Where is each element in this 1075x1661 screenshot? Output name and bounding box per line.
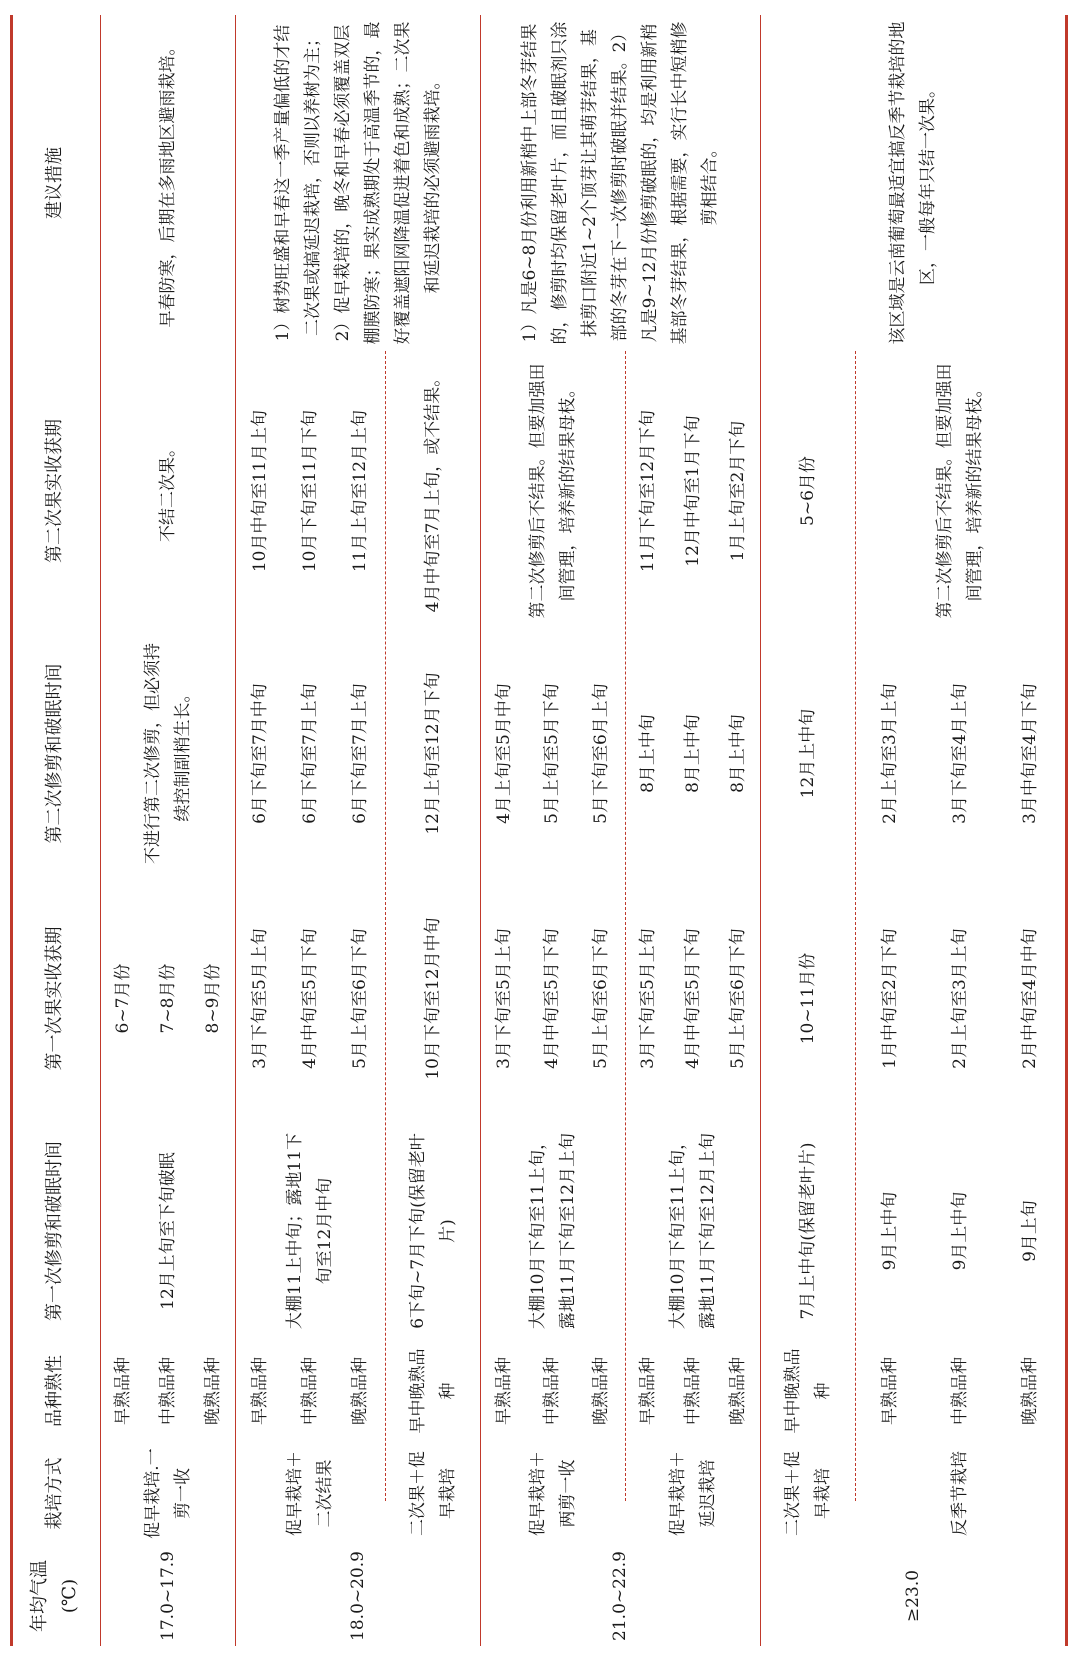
- second-harvest: 12月中旬至1月下旬: [682, 415, 703, 567]
- cultivation-method: 二次果＋促早栽培: [782, 1451, 833, 1536]
- second-harvest: 5~6月份: [797, 456, 818, 526]
- variety-list: [855, 1341, 1065, 1441]
- group-temp: 18.0~20.9: [347, 1551, 368, 1641]
- second-prune: 6月下旬至7月上旬: [350, 683, 370, 824]
- second-prune: 3月下旬至4月上旬: [950, 683, 970, 824]
- second-prune: 8月上中旬: [727, 714, 748, 793]
- first-harvest: 5月上旬至6月下旬: [727, 928, 748, 1069]
- first-prune-time: 7月上中旬(保留老叶片): [797, 1142, 818, 1320]
- first-prune-time: 大棚10月下旬至11上旬，露地11月下旬至12月上旬: [527, 1132, 578, 1330]
- variety: 早熟品种: [112, 1357, 133, 1425]
- second-harvest: 第二次修剪后不结果。但要加强田间管理，培养新的结果母枝。: [935, 363, 985, 619]
- header-advice: 建议措施: [44, 147, 65, 219]
- second-prune-time: 12月上旬至12月下旬: [422, 672, 443, 835]
- advice-text: 1）凡是6~8月份利用新梢中上部冬芽结果的，修剪时均保留老叶片，而且破眠剂只涂抹剪口附近1~2个顶芽让其萌芽结果，基部的冬芽在下一次修剪时破眠并结果。2）凡是9~12月份修剪破眠的，均是利用新梢基部冬芽结果，根据需要，实行长中短梢修剪相结合。: [520, 21, 720, 345]
- first-prune: 9月上中旬: [950, 1191, 970, 1271]
- second-harvest: 11月下旬至12月下旬: [637, 409, 658, 573]
- first-harvest: 5月上旬至6月下旬: [590, 928, 611, 1069]
- first-harvest: 1月中旬至2月下旬: [880, 928, 900, 1069]
- header-first-harvest: 第一次果实收获期: [44, 926, 65, 1071]
- advice-text: 该区域是云南葡萄最适宜搞反季节栽培的地区，一般每年只结一次果。: [887, 21, 938, 345]
- variety: 早中晚熟品种: [407, 1348, 458, 1434]
- second-prune: 4月上旬至5月中旬: [494, 683, 515, 824]
- first-harvest: 2月上旬至3月上旬: [950, 928, 970, 1069]
- group-temp: ≥23.0: [902, 1569, 923, 1623]
- variety: 晚熟品种: [202, 1357, 223, 1425]
- first-harvest: 5月上旬至6月下旬: [350, 928, 370, 1069]
- header-variety: 品种熟性: [44, 1355, 65, 1427]
- variety-list: [480, 1341, 625, 1441]
- advice-text: 早春防寒，后期在多雨地区避雨栽培。: [157, 38, 178, 328]
- first-prune-time: 大棚11上中旬；露地11下旬至12月中旬: [285, 1132, 335, 1330]
- first-harvest: 10~11月份: [797, 952, 818, 1045]
- first-harvest: 10月下旬至12月中旬: [422, 917, 443, 1080]
- first-harvest-list: [235, 876, 385, 1121]
- group-temp: 21.0~22.9: [610, 1551, 630, 1641]
- variety: 中熟品种: [682, 1357, 703, 1425]
- second-harvest-list: [235, 351, 385, 631]
- second-prune: 2月上旬至3月上旬: [880, 683, 900, 824]
- variety: 早熟品种: [494, 1357, 515, 1425]
- header-temp: 年均气温(℃): [29, 1560, 80, 1632]
- second-prune: 5月下旬至6月上旬: [590, 683, 611, 824]
- second-harvest: 4月中旬至7月上旬，或不结果。: [422, 369, 443, 613]
- variety: 晚熟品种: [1020, 1357, 1040, 1425]
- variety: 中熟品种: [950, 1357, 970, 1425]
- first-harvest: 2月中旬至4月中旬: [1020, 928, 1040, 1069]
- second-prune: 8月上中旬: [682, 714, 703, 793]
- cultivation-method: 二次果＋促早栽培: [407, 1451, 458, 1536]
- second-harvest: 1月上旬至2月下旬: [727, 420, 748, 562]
- first-harvest: 4月中旬至5月下旬: [300, 928, 320, 1069]
- cultivation-method: 促早栽培＋两剪一收: [527, 1451, 578, 1536]
- second-prune-list: [480, 631, 625, 876]
- second-harvest: 10月中旬至11月上旬: [250, 409, 270, 573]
- first-harvest: 3月下旬至5月上旬: [250, 928, 270, 1069]
- group-temp: 17.0~17.9: [157, 1551, 178, 1641]
- first-prune: 9月上中旬: [880, 1191, 900, 1271]
- cultivation-method: 反季节栽培: [950, 1451, 970, 1536]
- variety: 晚熟品种: [727, 1357, 748, 1425]
- first-harvest: 8~9月份: [202, 963, 223, 1034]
- first-harvest: 3月下旬至5月上旬: [637, 928, 658, 1069]
- variety: 中熟品种: [300, 1357, 320, 1425]
- first-prune-time: 12月上旬至下旬破眠: [157, 1152, 178, 1310]
- first-harvest: 4月中旬至5月下旬: [542, 928, 563, 1069]
- second-prune-list: [625, 631, 760, 876]
- first-harvest: 6~7月份: [112, 963, 133, 1034]
- second-prune-time: 12月上中旬: [797, 708, 818, 799]
- advice-text: 1）树势旺盛和早春这一季产量偏低的才结二次果或搞延迟栽培，否则以养树为主；2）促早栽培的，晚冬和早春必须覆盖双层棚膜防寒；果实成熟期处于高温季节的，最好覆盖遮阳网降温促进着色和成熟；二次果和延迟栽培的必须避雨栽培。: [272, 21, 443, 345]
- first-prune-list: [855, 1121, 1065, 1341]
- second-prune-list: [855, 631, 1065, 876]
- second-harvest: 10月下旬至11月下旬: [300, 409, 320, 573]
- second-prune-time: 不进行第二次修剪，但必须持续控制副梢生长。: [142, 643, 193, 864]
- second-prune: 5月上旬至5月下旬: [542, 683, 563, 824]
- first-harvest-list: [855, 876, 1065, 1121]
- header-second-harvest: 第二次果实收获期: [44, 419, 65, 563]
- variety: 中熟品种: [542, 1357, 563, 1425]
- first-harvest: 7~8月份: [157, 963, 178, 1034]
- first-harvest: 3月下旬至5月上旬: [494, 928, 515, 1069]
- cultivation-method: 促早栽培.一剪一收: [142, 1448, 193, 1539]
- variety-list: [625, 1341, 760, 1441]
- second-prune: 6月下旬至7月上旬: [300, 683, 320, 824]
- variety-list: [235, 1341, 385, 1441]
- table-bottom-rule: [1065, 15, 1068, 1646]
- first-prune-time: 6下旬~7月下旬(保留老叶片): [407, 1133, 458, 1329]
- header-method: 栽培方式: [44, 1457, 65, 1530]
- variety: 早中晚熟品种: [782, 1348, 833, 1434]
- variety: 早熟品种: [250, 1357, 270, 1425]
- second-prune: 6月下旬至7月中旬: [250, 683, 270, 824]
- variety-list: [100, 1341, 235, 1441]
- first-harvest-list: [100, 876, 235, 1121]
- second-prune: 8月上中旬: [637, 714, 658, 793]
- variety: 早熟品种: [880, 1357, 900, 1425]
- first-prune-time: 大棚10月下旬至11上旬，露地11月下旬至12月上旬: [667, 1132, 718, 1330]
- first-harvest-list: [625, 876, 760, 1121]
- second-prune-list: [235, 631, 385, 876]
- first-harvest-list: [480, 876, 625, 1121]
- header-second-prune: 第二次修剪和破眠时间: [44, 663, 65, 844]
- variety: 早熟品种: [637, 1357, 658, 1425]
- variety: 晚熟品种: [590, 1357, 611, 1425]
- first-prune: 9月上旬: [1020, 1200, 1040, 1262]
- second-harvest: 不结二次果。: [157, 440, 178, 542]
- second-prune: 3月中旬至4月下旬: [1020, 683, 1040, 824]
- variety: 晚熟品种: [350, 1357, 370, 1425]
- second-harvest: 第二次修剪后不结果。但要加强田间管理，培养新的结果母枝。: [527, 363, 578, 619]
- first-harvest: 4月中旬至5月下旬: [682, 928, 703, 1069]
- second-harvest: 11月上旬至12月上旬: [350, 409, 370, 573]
- cultivation-method: 促早栽培＋延迟栽培: [667, 1451, 718, 1536]
- variety: 中熟品种: [157, 1357, 178, 1425]
- cultivation-method: 促早栽培＋二次结果: [285, 1451, 335, 1536]
- second-harvest-list: [625, 351, 760, 631]
- header-first-prune: 第一次修剪和破眠时间: [44, 1141, 65, 1321]
